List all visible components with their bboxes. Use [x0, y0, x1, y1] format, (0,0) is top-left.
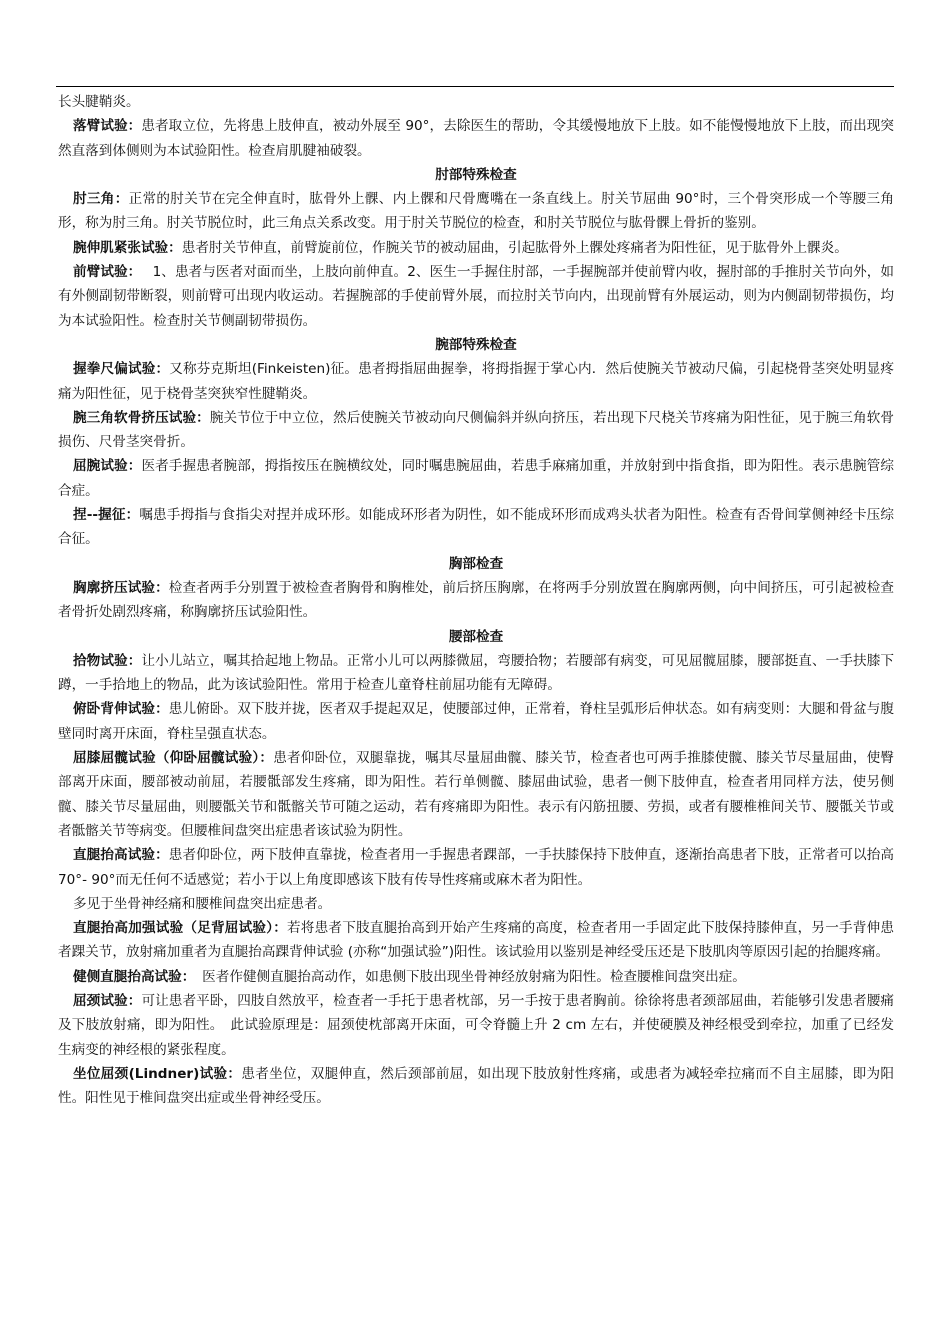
- test-description: 医者手握患者腕部，拇指按压在腕横纹处，同时嘱患腕屈曲，若患手麻痛加重，并放射到中指食指，即为阳性。表示患腕管综合症。: [58, 458, 895, 499]
- test-term: 腕三角软骨挤压试验：: [73, 409, 210, 426]
- test-paragraph: [58, 576, 894, 625]
- test-term: 握拳尺偏试验：: [73, 361, 170, 378]
- test-term: 胸廓挤压试验：: [73, 579, 169, 596]
- test-term: 拾物试验：: [73, 652, 142, 669]
- test-description: 腕关节位于中立位，然后使腕关节被动向尺侧偏斜并纵向挤压，若出现下尺桡关节疼痛为阳性征，见于腕三角软骨损伤、尺骨茎突骨折。: [58, 409, 895, 451]
- test-description: 1、患者与医者对面而坐，上肢向前伸直。2、医生一手握住肘部，一手握腕部并使前臂内收，握肘部的手推肘关节向外，如有外侧副韧带断裂，则前臂可出现内收运动。若握腕部的手使前臂外展，而拉肘关节向内，出现前臂有外展运动，则为内侧副韧带损伤，均为本试验阳性。检查肘关节侧副韧带损伤。: [58, 264, 894, 329]
- test-paragraph: [58, 1062, 894, 1111]
- test-term: 屈腕试验：: [73, 458, 142, 475]
- test-term: 坐位屈颈(Lindner)试验：: [73, 1065, 242, 1082]
- test-paragraph: [58, 236, 894, 260]
- test-term: 落臂试验：: [73, 118, 142, 135]
- section-heading: 肘部特殊检查: [435, 166, 517, 183]
- test-paragraph: [58, 406, 894, 455]
- test-term: 屈膝屈髋试验（仰卧屈髋试验）：: [73, 750, 274, 767]
- intro-line: 长头腱鞘炎。: [58, 94, 140, 110]
- section-heading: 腰部检查: [448, 628, 504, 645]
- test-paragraph: [58, 503, 894, 552]
- test-paragraph: [58, 357, 894, 406]
- test-term: 健侧直腿抬高试验：: [73, 968, 189, 985]
- test-paragraph: [58, 965, 894, 989]
- test-description: 让小儿站立，嘱其拾起地上物品。正常小儿可以两膝微屈，弯腰拾物；若腰部有病变，可见屈髋屈膝，腰部挺直、一手扶膝下蹲，一手拾地上的物品，此为该试验阳性。常用于检查儿童脊柱前屈功能有无障碍。: [58, 652, 895, 694]
- test-paragraph: [58, 916, 894, 965]
- test-paragraph: [58, 649, 894, 698]
- section-heading: 胸部检查: [448, 555, 504, 572]
- test-description: 可让患者平卧，四肢自然放平，检查者一手托于患者枕部，另一手按于患者胸前。徐徐将患者颈部屈曲，若能够引发患者腰痛及下肢放射痛，即为阳性。 此试验原理是：屈颈使枕部离开床面，可令脊髓上升 2 cm 左右，并使硬膜及神经根受到牵拉，加重了已经发生病变的神经根的紧张程度。: [58, 992, 895, 1058]
- test-paragraph: [58, 114, 894, 163]
- test-paragraph: [58, 454, 894, 503]
- paragraph: 多见于坐骨神经痛和腰椎间盘突出症患者。: [73, 895, 332, 912]
- test-description: 患者仰卧位，两下肢伸直靠拢，检查者用一手握患者踝部，一手扶膝保持下肢伸直，逐渐抬高患者下肢，正常者可以抬高 70°- 90°而无任何不适感觉；若小于以上角度即感该下肢有传导性疼痛或麻木者为阳性。: [58, 847, 894, 888]
- test-term: 捏--握征：: [73, 507, 140, 524]
- test-description: 医者作健侧直腿抬高动作，如患侧下肢出现坐骨神经放射痛为阳性。检查腰椎间盘突出症。: [188, 968, 746, 985]
- test-description: 患者坐位，双腿伸直，然后颈部前屈，如出现下肢放射性疼痛，或患者为减轻牵拉痛而不自主屈膝，即为阳性。阳性见于椎间盘突出症或坐骨神经受压。: [58, 1065, 894, 1107]
- test-paragraph: [58, 843, 894, 892]
- test-description: 患者仰卧位，双腿靠拢，嘱其尽量屈曲髋、膝关节，检查者也可两手推膝使髋、膝关节尽量屈曲，使臀部离开床面，腰部被动前屈，若腰骶部发生疼痛，即为阳性。若行单侧髋、膝屈曲试验，患者一侧下肢伸直，检查者用同样方法，使另侧髋、膝关节尽量屈曲，则腰骶关节和骶髂关节可随之运动，若有疼痛即为阳性。表示有闪筋扭腰、劳损，或者有腰椎椎间关节、腰骶关节或者骶髂关节等病变。但腰椎间盘突出症患者该试验为阴性。: [58, 750, 894, 839]
- test-paragraph: [58, 697, 894, 746]
- test-description: 患儿俯卧。双下肢并拢，医者双手提起双足，使腰部过伸，正常着，脊柱呈弧形后伸状态。如有病变则：大腿和骨盆与腹壁同时离开床面，脊柱呈强直状态。: [58, 701, 894, 742]
- test-term: 前臂试验：: [73, 264, 135, 281]
- test-term: 直腿抬高试验：: [73, 847, 169, 864]
- section-list: [58, 114, 894, 1110]
- section-heading: 腕部特殊检查: [435, 336, 517, 353]
- test-description: 检查者两手分别置于被检查者胸骨和胸椎处，前后挤压胸廓，在将两手分别放置在胸廓两侧，向中间挤压，可引起被检查者骨折处剧烈疼痛，称胸廓挤压试验阳性。: [58, 579, 894, 621]
- test-paragraph: [58, 989, 894, 1062]
- test-description: 患者取立位，先将患上肢伸直，被动外展至 90°，去除医生的帮助，令其缓慢地放下上肢。如不能慢慢地放下上肢，而出现突然直落到体侧则为本试验阳性。检查肩肌腱袖破裂。: [58, 118, 894, 159]
- test-term: 肘三角：: [73, 191, 129, 208]
- test-paragraph: [58, 260, 894, 333]
- test-term: 屈颈试验：: [73, 992, 142, 1009]
- test-description: 嘱患手拇指与食指尖对捏并成环形。如能成环形者为阴性，如不能成环形而成鸡头状者为阳性。检查有否骨间掌侧神经卡压综合征。: [58, 507, 894, 548]
- test-paragraph: [58, 746, 894, 843]
- test-description: 若将患者下肢直腿抬高到开始产生疼痛的高度，检查者用一手固定此下肢保持膝伸直，另一手背伸患者踝关节，放射痛加重者为直腿抬高踝背伸试验 (亦称“加强试验”)阳性。该试验用以鉴别是神经受压还是下肢肌肉等原因引起的抬腿疼痛。: [58, 920, 894, 961]
- test-term: 腕伸肌紧张试验：: [73, 239, 182, 256]
- test-description: 患者肘关节伸直，前臂旋前位，作腕关节的被动屈曲，引起肱骨外上髁处疼痛者为阳性征，见于肱骨外上髁炎。: [181, 239, 848, 256]
- document-body: [58, 90, 894, 1110]
- test-paragraph: [58, 187, 894, 236]
- test-term: 俯卧背伸试验：: [73, 701, 169, 718]
- test-description: 又称芬克斯坦(Finkeisten)征。患者拇指屈曲握拳，将拇指握于掌心内．然后使腕关节被动尺偏，引起桡骨茎突处明显疼痛为阳性征，见于桡骨茎突狭窄性腱鞘炎。: [58, 361, 894, 402]
- test-term: 直腿抬高加强试验（足背屈试验）：: [73, 920, 287, 937]
- header-rule: [56, 86, 894, 87]
- test-description: 正常的肘关节在完全伸直时，肱骨外上髁、内上髁和尺骨鹰嘴在一条直线上。肘关节屈曲 90°时，三个骨突形成一个等腰三角形，称为肘三角。肘关节脱位时，此三角点关系改变。用于肘关节脱位的检查，和肘关节脱位与肱骨髁上骨折的鉴别。: [58, 191, 895, 232]
